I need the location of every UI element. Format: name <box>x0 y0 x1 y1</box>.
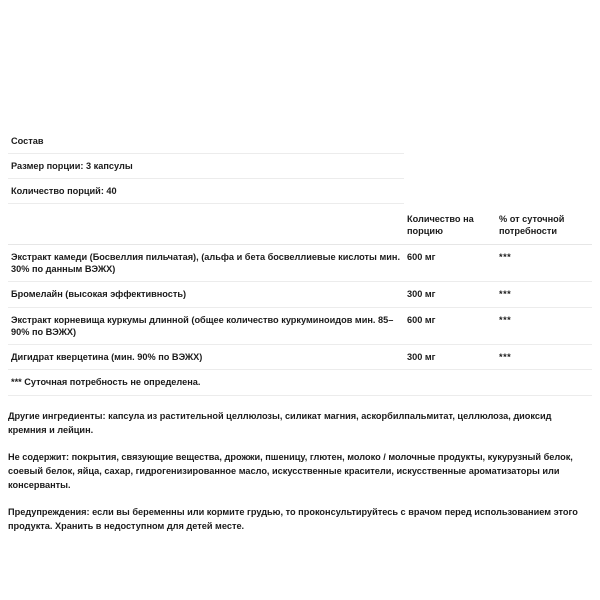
table-row <box>8 245 592 282</box>
ingredient-name: Экстракт камеди (Босвеллия пильчатая), (альфа и бета босвеллиевые кислоты мин. 30% по данным ВЭЖХ) <box>8 245 404 282</box>
table-row <box>8 344 592 369</box>
ingredient-name: Бромелайн (высокая эффективность) <box>8 282 404 307</box>
free-from-note: Не содержит: покрытия, связующие вещества, дрожжи, пшеницу, глютен, молоко / молочные продукты, кукурузный белок, соевый белок, яйца, сахар, гидрогенизированное масло, искусственные красители, искусственные ароматизаторы или консерванты. <box>8 452 573 491</box>
column-header-percent-daily-value: % от суточной потребности <box>496 204 592 245</box>
empty-cell <box>496 129 592 154</box>
ingredient-daily-value: *** <box>496 307 592 344</box>
table-row <box>8 154 592 179</box>
table-row <box>8 370 592 396</box>
empty-cell <box>404 129 496 154</box>
empty-cell <box>496 154 592 179</box>
column-header-ingredient <box>8 204 404 245</box>
column-header-amount-per-serving: Количество на порцию <box>404 204 496 245</box>
serving-size-label: Размер порции: 3 капсулы <box>8 154 404 179</box>
supplement-notes <box>0 396 600 534</box>
ingredient-daily-value: *** <box>496 245 592 282</box>
other-ingredients-note: Другие ингредиенты: капсула из растительной целлюлозы, силикат магния, аскорбилпальмитат, целлюлоза, диоксид кремния и лейцин. <box>8 411 552 436</box>
ingredient-daily-value: *** <box>496 282 592 307</box>
servings-per-container-label: Количество порций: 40 <box>8 179 404 204</box>
ingredient-daily-value: *** <box>496 344 592 369</box>
table-header-row <box>8 204 592 245</box>
supplement-facts-panel <box>0 129 600 396</box>
ingredient-name: Дигидрат кверцетина (мин. 90% по ВЭЖХ) <box>8 344 404 369</box>
empty-cell <box>404 179 496 204</box>
top-spacer <box>0 0 600 129</box>
supplement-section-label: Состав <box>8 129 404 154</box>
table-row <box>8 282 592 307</box>
empty-cell <box>404 154 496 179</box>
table-row <box>8 179 592 204</box>
warnings-note: Предупреждения: если вы беременны или кормите грудью, то проконсультируйтесь с врачом перед использованием этого продукта. Хранить в недоступном для детей месте. <box>8 507 578 532</box>
ingredient-amount: 300 мг <box>404 344 496 369</box>
empty-cell <box>496 179 592 204</box>
supplement-facts-table <box>8 129 592 396</box>
ingredient-amount: 600 мг <box>404 245 496 282</box>
table-row <box>8 129 592 154</box>
table-row <box>8 307 592 344</box>
daily-value-footnote: *** Суточная потребность не определена. <box>8 370 592 396</box>
ingredient-amount: 600 мг <box>404 307 496 344</box>
ingredient-amount: 300 мг <box>404 282 496 307</box>
ingredient-name: Экстракт корневища куркумы длинной (общее количество куркуминоидов мин. 85–90% по ВЭЖХ) <box>8 307 404 344</box>
